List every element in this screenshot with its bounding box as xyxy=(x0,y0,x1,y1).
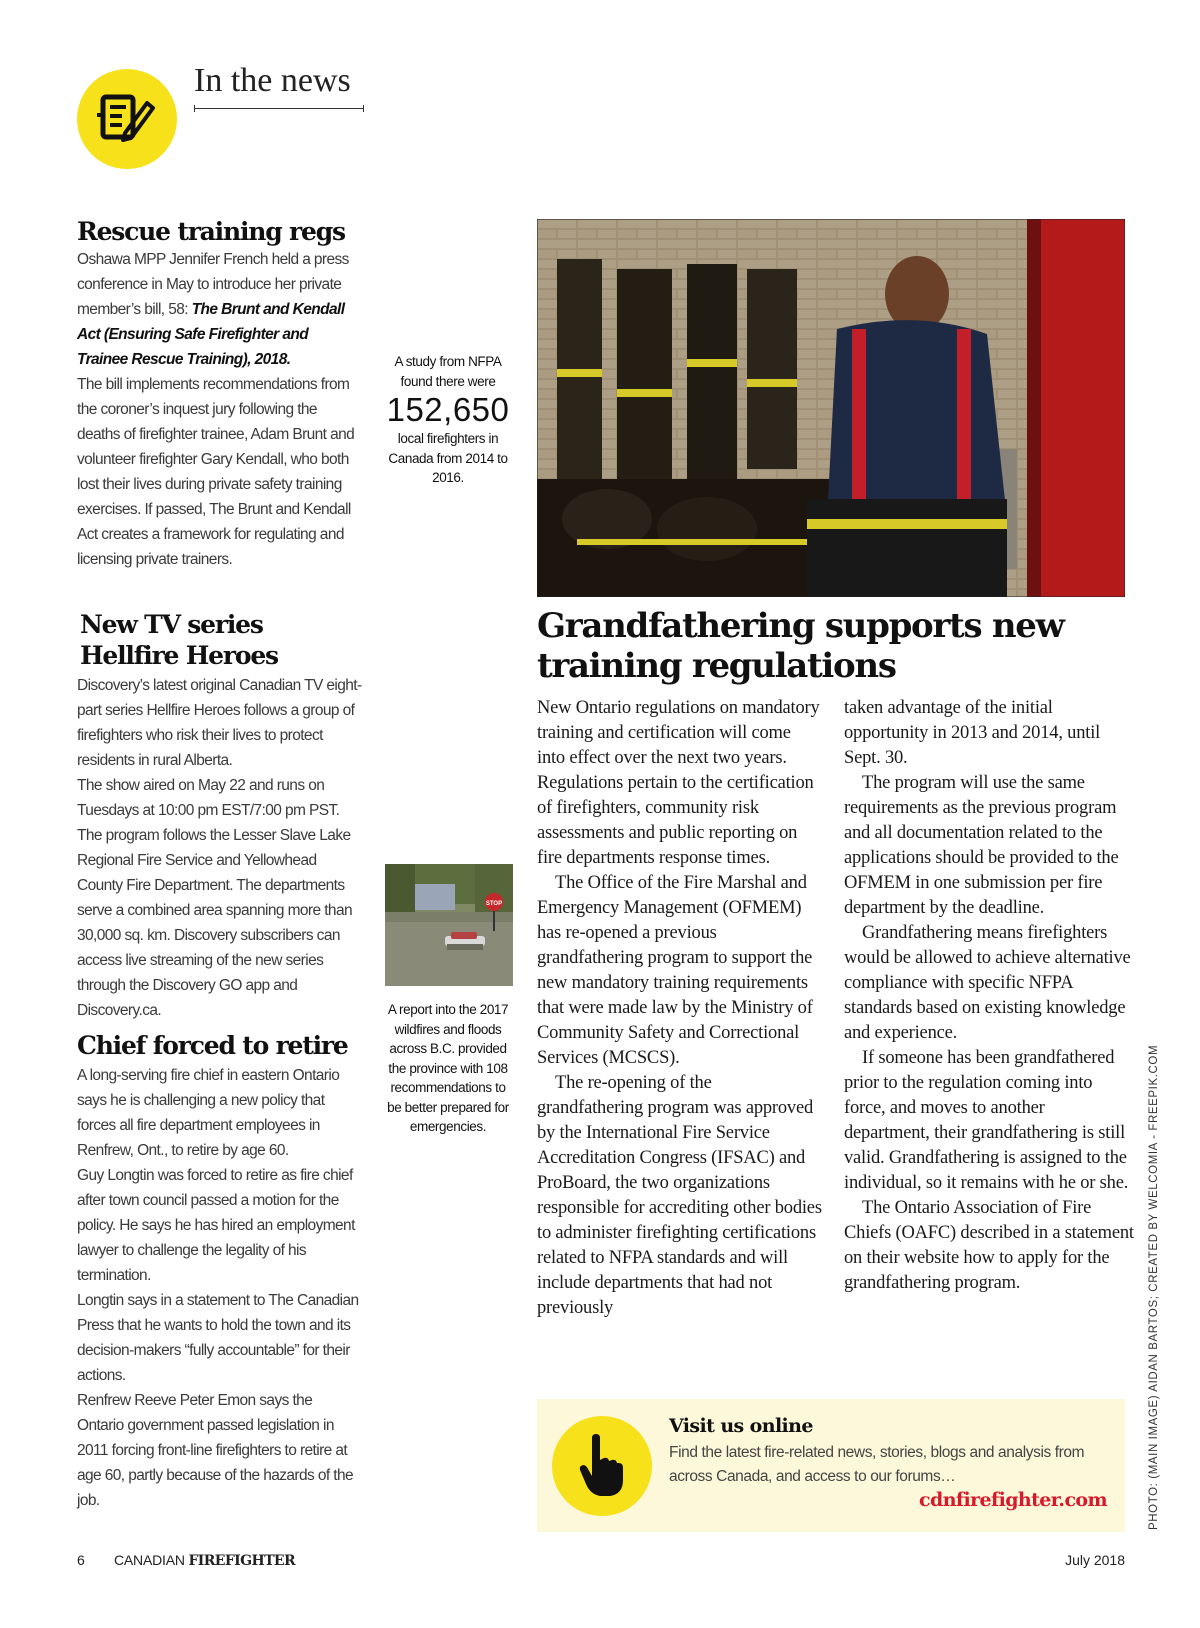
article-col1-p2: The Office of the Fire Marshal and Emergency Management (OFMEM) has re-opened a previous grandfathering program to support the new mandatory training requirements that were made law by the Ministry of Community Safety and Correctional Services (MCSCS). xyxy=(537,873,813,1068)
article-col2-p2: The program will use the same requirements as the previous program and all documentation related to the applications should be provided to the OFMEM in one submission per fire department by the deadline. xyxy=(844,773,1119,918)
tv-p2: The show aired on May 22 and runs on Tuesdays at 10:00 pm EST/7:00 pm PST. The program follows the Lesser Slave Lake Regional Fire Service and Yellowhead County Fire Department. The departments serve a combined area spanning more than 30,000 sq. km. Discovery subscribers can access live streaming of the new series through the Discovery GO app and Discovery.ca. xyxy=(77,777,352,1019)
magazine-name-light: CANADIAN xyxy=(114,1552,189,1568)
stat-callout xyxy=(383,352,513,488)
issue-date: July 2018 xyxy=(1065,1552,1125,1568)
magazine-name xyxy=(114,1552,295,1569)
flood-caption: A report into the 2017 wildfires and floods across B.C. provided the province with 108 recommendations to be better prepared for emergencies. xyxy=(387,1002,509,1134)
website-link[interactable]: cdnfirefighter.com xyxy=(919,1489,1107,1511)
article-col1-p1: New Ontario regulations on mandatory training and certification will come into effect over the next two years. Regulations pertain to the certification of firefighters, community risk assessments and public reporting on fire departments response times. xyxy=(537,698,820,868)
section-title: In the news xyxy=(194,62,351,99)
photo-credit: PHOTO: (MAIN IMAGE) AIDAN BARTOS; CREATED BY WELCOMIA - FREEPIK.COM xyxy=(1148,1044,1160,1530)
rescue-headline: Rescue training regs xyxy=(77,217,345,246)
article-col2-p3: Grandfathering means firefighters would be allowed to achieve alternative compliance with specific NFPA standards based on existing knowledge and experience. xyxy=(844,923,1131,1043)
tv-headline xyxy=(77,609,362,671)
main-headline xyxy=(537,606,1137,686)
news-badge xyxy=(77,69,177,169)
chief-p2: Guy Longtin was forced to retire as fire chief after town council passed a motion for the policy. He says he has hired an employment lawyer to challenge the legality of his termination. xyxy=(77,1167,355,1284)
chief-p1: A long-serving fire chief in eastern Ontario says he is challenging a new policy that forces all fire department employees in Renfrew, Ont., to retire by age 60. xyxy=(77,1067,340,1159)
rescue-bill-title: The Brunt and Kendall Act (Ensuring Safe Firefighter and Trainee Rescue Training), 2018. xyxy=(77,301,345,368)
chief-p4: Renfrew Reeve Peter Emon says the Ontario government passed legislation in 2011 forcing front-line firefighters to retire at age 60, partly because of the hazards of the job. xyxy=(77,1392,354,1509)
rescue-story xyxy=(77,216,362,572)
rescue-body xyxy=(77,247,362,572)
article-col2-p4: If someone has been grandfathered prior to the regulation coming into force, and moves to another department, their grandfathering is still valid. Grandfathering is assigned to the individual, so it remains with he or she. xyxy=(844,1048,1129,1193)
article-column-1 xyxy=(537,696,822,1321)
rescue-text: The bill implements recommendations from the coroner’s inquest jury following the deaths of firefighter trainee, Adam Brunt and volunteer firefighter Gary Kendall, who both lost their lives during private safety training exercises. If passed, The Brunt and Kendall Act creates a framework for regulating and licensing private trainers. xyxy=(77,376,355,568)
tv-headline-line2: Hellfire Heroes xyxy=(80,641,278,670)
visit-online-box xyxy=(537,1399,1125,1532)
pointing-hand-icon xyxy=(578,1434,626,1498)
main-headline-line2: training regulations xyxy=(537,646,896,686)
main-photo-firefighter xyxy=(537,219,1125,597)
visit-title: Visit us online xyxy=(669,1415,813,1437)
article-col1-p3: The re-opening of the grandfathering program was approved by the International Fire Service Accreditation Congress (IFSAC) and ProBoard, the two organizations responsible for accrediting other bodies to administer firefighting certifications related to NFPA standards and will include departments that had not previously xyxy=(537,1073,822,1318)
flood-photo xyxy=(385,864,513,986)
chief-headline: Chief forced to retire xyxy=(77,1031,348,1060)
main-headline-line1: Grandfathering supports new xyxy=(537,606,1064,646)
tv-p1: Discovery’s latest original Canadian TV eight-part series Hellfire Heroes follows a group of firefighters who risk their lives to protect residents in rural Alberta. xyxy=(77,677,362,769)
section-title-rule xyxy=(194,108,364,109)
visit-text: Find the latest fire-related news, stories, blogs and analysis from across Canada, and access to our forums… xyxy=(669,1444,1085,1485)
tv-headline-line1: New TV series xyxy=(80,610,263,639)
visit-badge xyxy=(552,1416,652,1516)
article-col2-p5: The Ontario Association of Fire Chiefs (OAFC) described in a statement on their website how to apply for the grandfathering program. xyxy=(844,1198,1134,1293)
chief-story xyxy=(77,1030,362,1513)
news-pencil-icon xyxy=(95,87,159,151)
stat-tail: local firefighters in Canada from 2014 to 2016. xyxy=(388,431,508,485)
chief-p3: Longtin says in a statement to The Canadian Press that he wants to hold the town and its decision-makers “fully accountable” for their actions. xyxy=(77,1292,359,1384)
stat-number: 152,650 xyxy=(386,391,510,428)
article-col2-p1: taken advantage of the initial opportunity in 2013 and 2014, until Sept. 30. xyxy=(844,698,1101,768)
rescue-intro: Oshawa MPP Jennifer French held a press conference in May to introduce her private member’s bill, 58: xyxy=(77,251,349,318)
magazine-name-bold: FIREFIGHTER xyxy=(188,1553,296,1569)
page-number: 6 xyxy=(77,1552,85,1568)
stop-sign-text: STOP xyxy=(485,901,503,907)
article-column-2 xyxy=(844,696,1134,1296)
tv-story xyxy=(77,609,362,1023)
stat-lead: A study from NFPA found there were xyxy=(394,354,502,389)
